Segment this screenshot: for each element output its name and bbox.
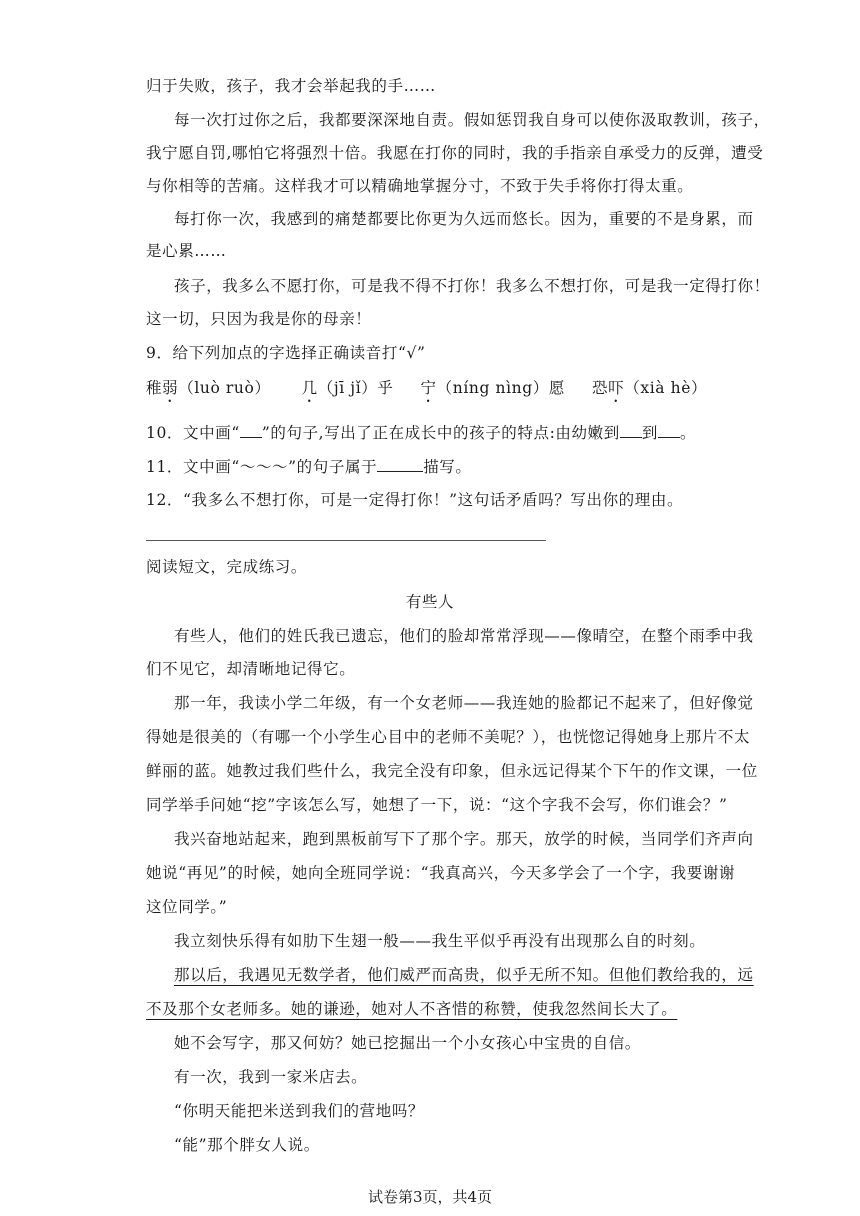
q9-char: 稚: [146, 379, 163, 397]
underlined-sentence: 那以后，我遇见无数学者，他们威严而高贵，似乎无所不知。但他们教给我的，远: [174, 966, 754, 984]
q9-option: （luò ruò）: [178, 379, 271, 397]
question-9-options: [146, 378, 707, 406]
passage2-line: 同学举手问她“挖”字该怎么写，她想了一下，说：“这个字我不会写，你们谁会？”: [146, 796, 728, 814]
passage1-line: 归于失败，孩子，我才会举起我的手……: [146, 77, 436, 95]
passage2-line: 我兴奋地站起来，跑到黑板前写下了那个字。那天，放学的时候，当同学们齐声向: [174, 830, 754, 848]
answer-line[interactable]: [146, 540, 546, 541]
q9-dotted-char: 弱: [162, 379, 179, 397]
passage2-line: 有一次，我到一家米店去。: [174, 1068, 368, 1086]
question-12: 12．“我多么不想打你，可是一定得打你！”这句话矛盾吗？写出你的理由。: [146, 491, 684, 509]
passage1-line: 孩子，我多么不愿打你，可是我不得不打你！我多么不想打你，可是我一定得打你！: [174, 277, 770, 295]
passage2-line: 那一年，我读小学二年级，有一个女老师——我连她的脸都记不起来了，但好像觉: [174, 694, 754, 712]
passage1-line: 这一切，只因为我是你的母亲！: [146, 310, 372, 328]
answer-blank[interactable]: [620, 423, 642, 438]
passage2-line: 们不见它，却清晰地记得它。: [146, 660, 356, 678]
passage2-line: 她说“再见”的时候，她向全班同学说：“我真高兴，今天多学会了一个字，我要谢谢: [146, 864, 736, 882]
passage2-line: 我立刻快乐得有如肋下生翅一般——我生平似乎再没有出现那么自的时刻。: [174, 932, 706, 950]
passage2-line: 她不会写字，那又何妨？她已挖掘出一个小女孩心中宝贵的自信。: [174, 1034, 641, 1052]
q9-char: 恐: [592, 379, 609, 397]
passage1-line: 与你相等的苦痛。这样我才可以精确地掌握分寸，不致于失手将你打得太重。: [146, 177, 694, 195]
passage2-line: 有些人，他们的姓氏我已遗忘，他们的脸却常常浮现——像晴空，在整个雨季中我: [174, 627, 754, 645]
answer-blank[interactable]: [658, 423, 680, 438]
reading-instruction: 阅读短文，完成练习。: [146, 558, 308, 576]
answer-blank[interactable]: [240, 423, 262, 438]
passage2-line: “能”那个胖女人说。: [174, 1136, 320, 1154]
q9-option: （jī jǐ）乎: [317, 379, 394, 397]
passage1-line: 是心累……: [146, 242, 227, 260]
question-9: 9．给下列加点的字选择正确读音打“√”: [146, 344, 426, 362]
q9-dotted-char: 宁: [420, 379, 437, 397]
question-10: 10．文中画“ ”的句子,写出了正在成长中的孩子的特点:由幼嫩到 到 。: [146, 424, 697, 442]
question-11: 11．文中画“～～～”的句子属于 描写。: [146, 458, 472, 476]
answer-blank[interactable]: [377, 457, 423, 472]
passage2-line: “你明天能把米送到我们的营地吗？: [174, 1102, 425, 1120]
passage-title: 有些人: [405, 593, 455, 611]
passage2-line: 这位同学。”: [146, 898, 228, 916]
passage2-line: 得她是很美的（有哪一个小学生心目中的老师不美呢？），也恍惚记得她身上那片不太: [146, 728, 751, 746]
underlined-sentence: 不及那个女老师多。她的谦逊，她对人不吝惜的称赞，使我忽然间长大了。: [146, 1000, 678, 1018]
q9-option: （níng nìng）愿: [436, 379, 565, 397]
passage1-line: 每一次打过你之后，我都要深深地自责。假如惩罚我自身可以使你汲取教训，孩子，: [174, 111, 770, 129]
passage1-line: 我宁愿自罚,哪怕它将强烈十倍。我愿在打你的同时，我的手指亲自承受力的反弹，遭受: [146, 144, 764, 162]
passage2-line: 鲜丽的蓝。她教过我们些什么，我完全没有印象，但永远记得某个下午的作文课，一位: [146, 762, 758, 780]
q9-dotted-char: 几: [301, 379, 318, 397]
passage1-line: 每打你一次，我感到的痛楚都要比你更为久远而悠长。因为，重要的不是身累，而: [174, 210, 754, 228]
q9-option: （xià hè）: [624, 379, 708, 397]
page-footer: 试卷第3页，共4页: [367, 1188, 493, 1206]
q9-dotted-char: 吓: [608, 379, 625, 397]
